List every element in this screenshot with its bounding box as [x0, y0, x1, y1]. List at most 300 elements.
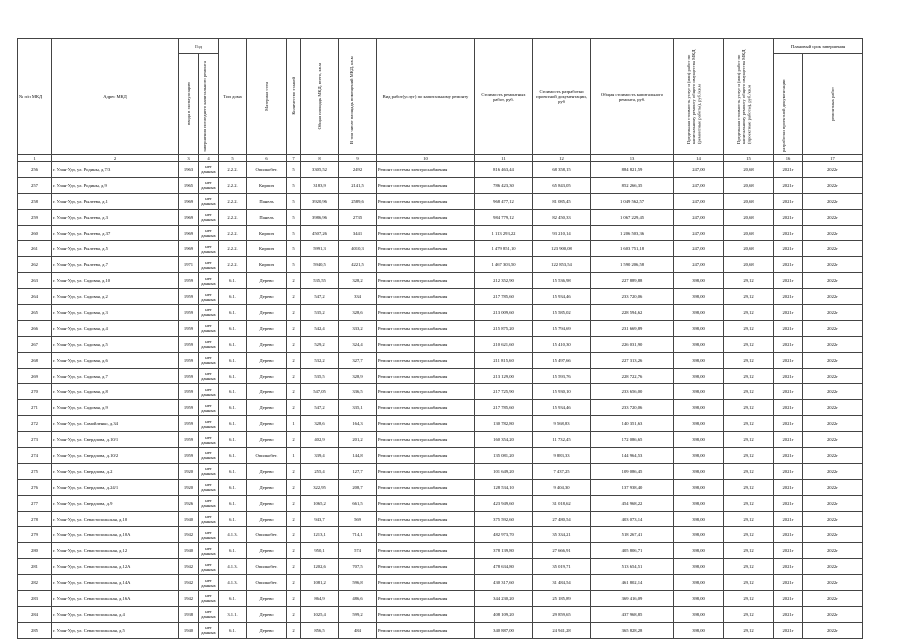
cell-limit-design: 29,12	[724, 320, 774, 336]
table-row	[18, 241, 863, 257]
cell-design-cost: 9 883,33	[533, 448, 591, 464]
cell-address: г. Улан-Удэ, ул. Рылеева, д.37	[52, 225, 179, 241]
cell-plan-design: 2021г	[774, 257, 803, 273]
cell-repair-cost: 101 649,20	[475, 463, 533, 479]
column-number: 4	[199, 155, 219, 162]
cell-limit-repair: 398,00	[674, 384, 724, 400]
cell-house-type: 2.2.2.	[219, 225, 247, 241]
cell-floors: 2	[287, 273, 301, 289]
cell-design-cost: 68 358,15	[533, 162, 591, 178]
cell-work-type: Ремонт системы электроснабжения	[377, 320, 475, 336]
cell-design-cost: 29 859,65	[533, 606, 591, 622]
cell-address: г. Улан-Удэ, ул. Садовая, д.6	[52, 352, 179, 368]
cell-design-cost: 93 210,14	[533, 225, 591, 241]
cell-plan-repair: 2022г	[803, 606, 863, 622]
cell-plan-repair: 2022г	[803, 162, 863, 178]
cell-limit-repair: 398,00	[674, 575, 724, 591]
cell-floors: 5	[287, 241, 301, 257]
cell-house-type: 4.1.3.	[219, 559, 247, 575]
cell-last-repair: нет данных	[199, 225, 219, 241]
cell-limit-design: 29,12	[724, 273, 774, 289]
cell-total-cost: 140 351,63	[591, 416, 674, 432]
cell-plan-design: 2021г	[774, 209, 803, 225]
cell-address: г. Улан-Удэ, ул. Рылеева, д.3	[52, 209, 179, 225]
cell-limit-repair: 398,00	[674, 463, 724, 479]
cell-total-area: 3305,52	[301, 162, 339, 178]
cell-total-cost: 369 416,09	[591, 591, 674, 607]
cell-number: 271	[18, 400, 52, 416]
cell-plan-repair: 2022г	[803, 225, 863, 241]
cell-premises-area: 335,1	[339, 400, 377, 416]
cell-premises-area: 336,5	[339, 384, 377, 400]
cell-limit-repair: 398,00	[674, 289, 724, 305]
cell-house-type: 6.1.	[219, 400, 247, 416]
cell-total-cost: 461 802,14	[591, 575, 674, 591]
cell-limit-design: 29,12	[724, 543, 774, 559]
header-total-cost: Общая стоимость капитального ремонта, руб.	[591, 39, 674, 155]
cell-plan-design: 2021г	[774, 495, 803, 511]
cell-floors: 2	[287, 336, 301, 352]
cell-total-area: 547,2	[301, 289, 339, 305]
table-row	[18, 622, 863, 638]
cell-limit-repair: 398,00	[674, 400, 724, 416]
table-row	[18, 193, 863, 209]
column-number: 5	[219, 155, 247, 162]
cell-commission-year: 1959	[179, 305, 199, 321]
cell-house-type: 6.1.	[219, 448, 247, 464]
header-limit-design: Предельная стоимость услуг и (или) работ по капитальному ремонту общего имущества МКД (проектные работы), руб./кв.м	[724, 39, 774, 155]
cell-floors: 5	[287, 225, 301, 241]
cell-number: 273	[18, 432, 52, 448]
cell-total-area: 3920,96	[301, 193, 339, 209]
cell-last-repair: нет данных	[199, 432, 219, 448]
cell-limit-design: 20,68	[724, 241, 774, 257]
cell-floors: 5	[287, 193, 301, 209]
cell-address: г. Улан-Удэ, ул. Севастопольская, д.12А	[52, 559, 179, 575]
cell-premises-area: 3441	[339, 225, 377, 241]
cell-limit-design: 29,12	[724, 606, 774, 622]
cell-number: 270	[18, 384, 52, 400]
cell-house-type: 6.1.	[219, 368, 247, 384]
cell-premises-area: 328,2	[339, 273, 377, 289]
cell-floors: 2	[287, 622, 301, 638]
cell-plan-repair: 2022г	[803, 289, 863, 305]
cell-repair-cost: 968 477,12	[475, 193, 533, 209]
cell-house-type: 4.1.3.	[219, 527, 247, 543]
cell-wall-material: Дерево	[247, 305, 287, 321]
cell-house-type: 6.1.	[219, 289, 247, 305]
cell-work-type: Ремонт системы электроснабжения	[377, 416, 475, 432]
cell-floors: 2	[287, 400, 301, 416]
cell-last-repair: нет данных	[199, 273, 219, 289]
cell-floors: 2	[287, 368, 301, 384]
cell-commission-year: 1959	[179, 400, 199, 416]
cell-address: г. Улан-Удэ, ул. Рылеева, д.5	[52, 241, 179, 257]
cell-wall-material: Дерево	[247, 368, 287, 384]
cell-limit-design: 29,12	[724, 305, 774, 321]
cell-number: 262	[18, 257, 52, 273]
cell-limit-repair: 398,00	[674, 606, 724, 622]
cell-commission-year: 1940	[179, 543, 199, 559]
column-number: 10	[377, 155, 475, 162]
cell-wall-material: Дерево	[247, 289, 287, 305]
cell-total-area: 542,4	[301, 320, 339, 336]
cell-number: 275	[18, 463, 52, 479]
cell-address: г. Улан-Удэ, ул. Севастопольская, д.12	[52, 543, 179, 559]
cell-floors: 2	[287, 527, 301, 543]
header-commission-year: ввода в эксплуатацию	[179, 54, 199, 155]
cell-plan-repair: 2022г	[803, 432, 863, 448]
cell-wall-material: Дерево	[247, 543, 287, 559]
cell-work-type: Ремонт системы электроснабжения	[377, 575, 475, 591]
cell-total-area: 535,55	[301, 273, 339, 289]
cell-floors: 2	[287, 543, 301, 559]
cell-plan-repair: 2022г	[803, 193, 863, 209]
cell-limit-repair: 398,00	[674, 273, 724, 289]
cell-work-type: Ремонт системы электроснабжения	[377, 193, 475, 209]
cell-repair-cost: 344 230,20	[475, 591, 533, 607]
cell-total-area: 864,9	[301, 591, 339, 607]
cell-address: г. Улан-Удэ, ул. Свердлова, д.24/1	[52, 479, 179, 495]
table-row	[18, 591, 863, 607]
column-number: 3	[179, 155, 199, 162]
cell-floors: 2	[287, 591, 301, 607]
cell-limit-repair: 247,00	[674, 209, 724, 225]
cell-address: г. Улан-Удэ, ул. Севастопольская, д.10	[52, 511, 179, 527]
cell-plan-repair: 2022г	[803, 400, 863, 416]
header-house-type: Тип дома	[219, 39, 247, 155]
cell-plan-repair: 2022г	[803, 384, 863, 400]
cell-limit-design: 29,12	[724, 479, 774, 495]
cell-premises-area: 164,3	[339, 416, 377, 432]
cell-total-area: 547,05	[301, 384, 339, 400]
cell-total-cost: 403 073,14	[591, 511, 674, 527]
cell-address: г. Улан-Удэ, ул. Садовая, д.3	[52, 305, 179, 321]
cell-design-cost: 65 843,05	[533, 177, 591, 193]
cell-total-cost: 231 669,89	[591, 320, 674, 336]
header-repair-cost: Стоимость ремонтных работ, руб.	[475, 39, 533, 155]
cell-work-type: Ремонт системы электроснабжения	[377, 543, 475, 559]
cell-plan-design: 2021г	[774, 241, 803, 257]
cell-number: 282	[18, 575, 52, 591]
cell-plan-design: 2021г	[774, 559, 803, 575]
cell-total-cost: 172 086,65	[591, 432, 674, 448]
header-premises-area: В том числе площадь помещений МКД, кв.м	[339, 39, 377, 155]
cell-commission-year: 1920	[179, 463, 199, 479]
header-plan-design: разработки проектной документации	[774, 54, 803, 155]
table-row	[18, 495, 863, 511]
cell-plan-repair: 2022г	[803, 177, 863, 193]
cell-number: 264	[18, 289, 52, 305]
cell-number: 260	[18, 225, 52, 241]
cell-commission-year: 1959	[179, 336, 199, 352]
header-number: № п/п МКД	[18, 39, 52, 155]
cell-design-cost: 9 568,83	[533, 416, 591, 432]
column-number: 7	[287, 155, 301, 162]
cell-total-cost: 852 266,35	[591, 177, 674, 193]
cell-wall-material: Опилкобет.	[247, 527, 287, 543]
cell-plan-repair: 2022г	[803, 511, 863, 527]
cell-total-cost: 227 313,26	[591, 352, 674, 368]
cell-address: г. Улан-Удэ, ул. Родины, д.9	[52, 177, 179, 193]
cell-floors: 5	[287, 162, 301, 178]
cell-wall-material: Дерево	[247, 320, 287, 336]
cell-limit-repair: 398,00	[674, 511, 724, 527]
cell-design-cost: 15 410,30	[533, 336, 591, 352]
cell-wall-material: Кирпич	[247, 241, 287, 257]
cell-house-type: 3.1.1.	[219, 606, 247, 622]
cell-wall-material: Дерево	[247, 495, 287, 511]
cell-last-repair: нет данных	[199, 193, 219, 209]
cell-address: г. Улан-Удэ, ул. Садовая, д.2	[52, 289, 179, 305]
cell-total-cost: 1 067 229,45	[591, 209, 674, 225]
cell-plan-design: 2021г	[774, 416, 803, 432]
cell-address: г. Улан-Удэ, ул. Севастопольская, д.16А	[52, 591, 179, 607]
cell-wall-material: Дерево	[247, 591, 287, 607]
header-plan-repair: ремонтных работ	[803, 54, 863, 155]
cell-address: г. Улан-Удэ, ул. Садовая, д.7	[52, 368, 179, 384]
cell-design-cost: 15 794,69	[533, 320, 591, 336]
cell-total-area: 4507,26	[301, 225, 339, 241]
cell-plan-repair: 2022г	[803, 336, 863, 352]
cell-work-type: Ремонт системы электроснабжения	[377, 479, 475, 495]
column-number: 14	[674, 155, 724, 162]
table-row	[18, 209, 863, 225]
cell-limit-design: 29,12	[724, 527, 774, 543]
table-row	[18, 225, 863, 241]
cell-repair-cost: 128 534,10	[475, 479, 533, 495]
cell-repair-cost: 984 779,12	[475, 209, 533, 225]
cell-plan-repair: 2022г	[803, 463, 863, 479]
cell-premises-area: 714,1	[339, 527, 377, 543]
cell-house-type: 6.1.	[219, 320, 247, 336]
cell-total-area: 1202,6	[301, 559, 339, 575]
cell-plan-repair: 2022г	[803, 622, 863, 638]
cell-last-repair: нет данных	[199, 479, 219, 495]
cell-repair-cost: 786 423,30	[475, 177, 533, 193]
table-row	[18, 511, 863, 527]
cell-work-type: Ремонт системы электроснабжения	[377, 400, 475, 416]
cell-plan-design: 2021г	[774, 622, 803, 638]
cell-work-type: Ремонт системы электроснабжения	[377, 177, 475, 193]
column-number: 1	[18, 155, 52, 162]
cell-limit-repair: 398,00	[674, 527, 724, 543]
cell-plan-design: 2021г	[774, 305, 803, 321]
cell-last-repair: нет данных	[199, 162, 219, 178]
cell-design-cost: 122 853,54	[533, 257, 591, 273]
cell-commission-year: 1959	[179, 368, 199, 384]
cell-design-cost: 15 930,10	[533, 384, 591, 400]
cell-work-type: Ремонт системы электроснабжения	[377, 162, 475, 178]
column-number: 17	[803, 155, 863, 162]
column-number: 12	[533, 155, 591, 162]
column-number: 6	[247, 155, 287, 162]
cell-limit-repair: 398,00	[674, 336, 724, 352]
cell-commission-year: 1940	[179, 622, 199, 638]
cell-house-type: 6.1.	[219, 591, 247, 607]
cell-floors: 2	[287, 384, 301, 400]
cell-total-area: 532,2	[301, 352, 339, 368]
cell-limit-repair: 398,00	[674, 543, 724, 559]
repair-register-table	[17, 38, 863, 639]
cell-plan-repair: 2022г	[803, 543, 863, 559]
cell-total-area: 529,2	[301, 336, 339, 352]
cell-last-repair: нет данных	[199, 177, 219, 193]
cell-commission-year: 1963	[179, 162, 199, 178]
cell-work-type: Ремонт системы электроснабжения	[377, 463, 475, 479]
cell-house-type: 2.2.2.	[219, 257, 247, 273]
cell-plan-design: 2021г	[774, 527, 803, 543]
table-row	[18, 575, 863, 591]
cell-number: 261	[18, 241, 52, 257]
header-total-area: Общая площадь МКД, всего, кв.м	[301, 39, 339, 155]
cell-wall-material: Кирпич	[247, 257, 287, 273]
cell-last-repair: нет данных	[199, 448, 219, 464]
table-row	[18, 289, 863, 305]
cell-premises-area: 484	[339, 622, 377, 638]
cell-house-type: 6.1.	[219, 543, 247, 559]
cell-wall-material: Дерево	[247, 384, 287, 400]
cell-last-repair: нет данных	[199, 368, 219, 384]
cell-repair-cost: 135 081,20	[475, 448, 533, 464]
cell-repair-cost: 160 354,20	[475, 432, 533, 448]
cell-commission-year: 1969	[179, 193, 199, 209]
cell-design-cost: 25 185,89	[533, 591, 591, 607]
cell-limit-repair: 247,00	[674, 257, 724, 273]
cell-work-type: Ремонт системы электроснабжения	[377, 241, 475, 257]
table-row	[18, 177, 863, 193]
cell-floors: 2	[287, 352, 301, 368]
header-year-group: Год	[179, 39, 219, 54]
cell-last-repair: нет данных	[199, 384, 219, 400]
cell-total-cost: 227 889,88	[591, 273, 674, 289]
cell-address: г. Улан-Удэ, ул. Садовая, д.10	[52, 273, 179, 289]
cell-commission-year: 1969	[179, 209, 199, 225]
cell-limit-repair: 398,00	[674, 432, 724, 448]
cell-repair-cost: 1 479 851,10	[475, 241, 533, 257]
cell-total-area: 5940,5	[301, 257, 339, 273]
table-row	[18, 400, 863, 416]
cell-last-repair: нет данных	[199, 622, 219, 638]
cell-total-cost: 228 594,62	[591, 305, 674, 321]
cell-total-area: 322,95	[301, 479, 339, 495]
cell-work-type: Ремонт системы электроснабжения	[377, 606, 475, 622]
cell-premises-area: 707,5	[339, 559, 377, 575]
cell-total-cost: 233 656,00	[591, 384, 674, 400]
cell-design-cost: 81 085,45	[533, 193, 591, 209]
cell-commission-year: 1959	[179, 289, 199, 305]
cell-limit-design: 29,12	[724, 400, 774, 416]
table-row	[18, 416, 863, 432]
cell-work-type: Ремонт системы электроснабжения	[377, 432, 475, 448]
cell-house-type: 6.1.	[219, 416, 247, 432]
cell-work-type: Ремонт системы электроснабжения	[377, 368, 475, 384]
cell-premises-area: 324,4	[339, 336, 377, 352]
cell-plan-repair: 2022г	[803, 416, 863, 432]
cell-wall-material: Дерево	[247, 479, 287, 495]
cell-number: 272	[18, 416, 52, 432]
cell-repair-cost: 408 109,20	[475, 606, 533, 622]
cell-limit-design: 29,12	[724, 448, 774, 464]
cell-number: 258	[18, 193, 52, 209]
cell-plan-design: 2021г	[774, 543, 803, 559]
cell-last-repair: нет данных	[199, 400, 219, 416]
cell-limit-repair: 247,00	[674, 177, 724, 193]
cell-plan-design: 2021г	[774, 336, 803, 352]
table-row	[18, 368, 863, 384]
cell-commission-year: 1942	[179, 527, 199, 543]
cell-limit-repair: 398,00	[674, 495, 724, 511]
cell-commission-year: 1969	[179, 241, 199, 257]
cell-limit-design: 29,12	[724, 591, 774, 607]
cell-commission-year: 1920	[179, 479, 199, 495]
cell-repair-cost: 210 621,60	[475, 336, 533, 352]
cell-last-repair: нет данных	[199, 591, 219, 607]
table-row	[18, 448, 863, 464]
cell-repair-cost: 217 785,60	[475, 400, 533, 416]
cell-last-repair: нет данных	[199, 559, 219, 575]
cell-plan-design: 2021г	[774, 162, 803, 178]
cell-total-area: 339,4	[301, 448, 339, 464]
cell-repair-cost: 1 467 303,50	[475, 257, 533, 273]
cell-repair-cost: 375 592,60	[475, 511, 533, 527]
cell-premises-area: 596,8	[339, 575, 377, 591]
cell-limit-design: 29,12	[724, 352, 774, 368]
cell-address: г. Улан-Удэ, ул. Садовая, д.5	[52, 336, 179, 352]
cell-floors: 1	[287, 416, 301, 432]
cell-wall-material: Дерево	[247, 273, 287, 289]
cell-premises-area: 661,5	[339, 495, 377, 511]
cell-premises-area: 599,2	[339, 606, 377, 622]
cell-last-repair: нет данных	[199, 606, 219, 622]
cell-last-repair: нет данных	[199, 336, 219, 352]
table-row	[18, 352, 863, 368]
cell-repair-cost: 130 782,80	[475, 416, 533, 432]
cell-limit-repair: 398,00	[674, 352, 724, 368]
cell-last-repair: нет данных	[199, 241, 219, 257]
cell-limit-repair: 398,00	[674, 320, 724, 336]
cell-limit-design: 20,68	[724, 193, 774, 209]
cell-house-type: 6.1.	[219, 352, 247, 368]
cell-number: 267	[18, 336, 52, 352]
cell-total-area: 3986,96	[301, 209, 339, 225]
cell-limit-repair: 398,00	[674, 448, 724, 464]
cell-wall-material: Дерево	[247, 606, 287, 622]
header-work-type: Вид работ(услуг) по капитальному ремонту	[377, 39, 475, 155]
header-floors: Количество этажей	[287, 39, 301, 155]
cell-plan-design: 2021г	[774, 591, 803, 607]
cell-design-cost: 35 019,71	[533, 559, 591, 575]
cell-house-type: 6.1.	[219, 384, 247, 400]
table-row	[18, 320, 863, 336]
cell-total-cost: 228 722,76	[591, 368, 674, 384]
cell-plan-repair: 2022г	[803, 257, 863, 273]
cell-premises-area: 327,7	[339, 352, 377, 368]
cell-design-cost: 15 585,02	[533, 305, 591, 321]
cell-floors: 2	[287, 463, 301, 479]
cell-commission-year: 1959	[179, 273, 199, 289]
cell-limit-design: 29,12	[724, 575, 774, 591]
cell-house-type: 6.1.	[219, 479, 247, 495]
cell-plan-design: 2021г	[774, 273, 803, 289]
cell-premises-area: 328,6	[339, 305, 377, 321]
cell-house-type: 6.1.	[219, 273, 247, 289]
cell-plan-design: 2021г	[774, 289, 803, 305]
table-row	[18, 305, 863, 321]
cell-wall-material: Дерево	[247, 511, 287, 527]
cell-limit-design: 20,68	[724, 162, 774, 178]
cell-premises-area: 4221,5	[339, 257, 377, 273]
